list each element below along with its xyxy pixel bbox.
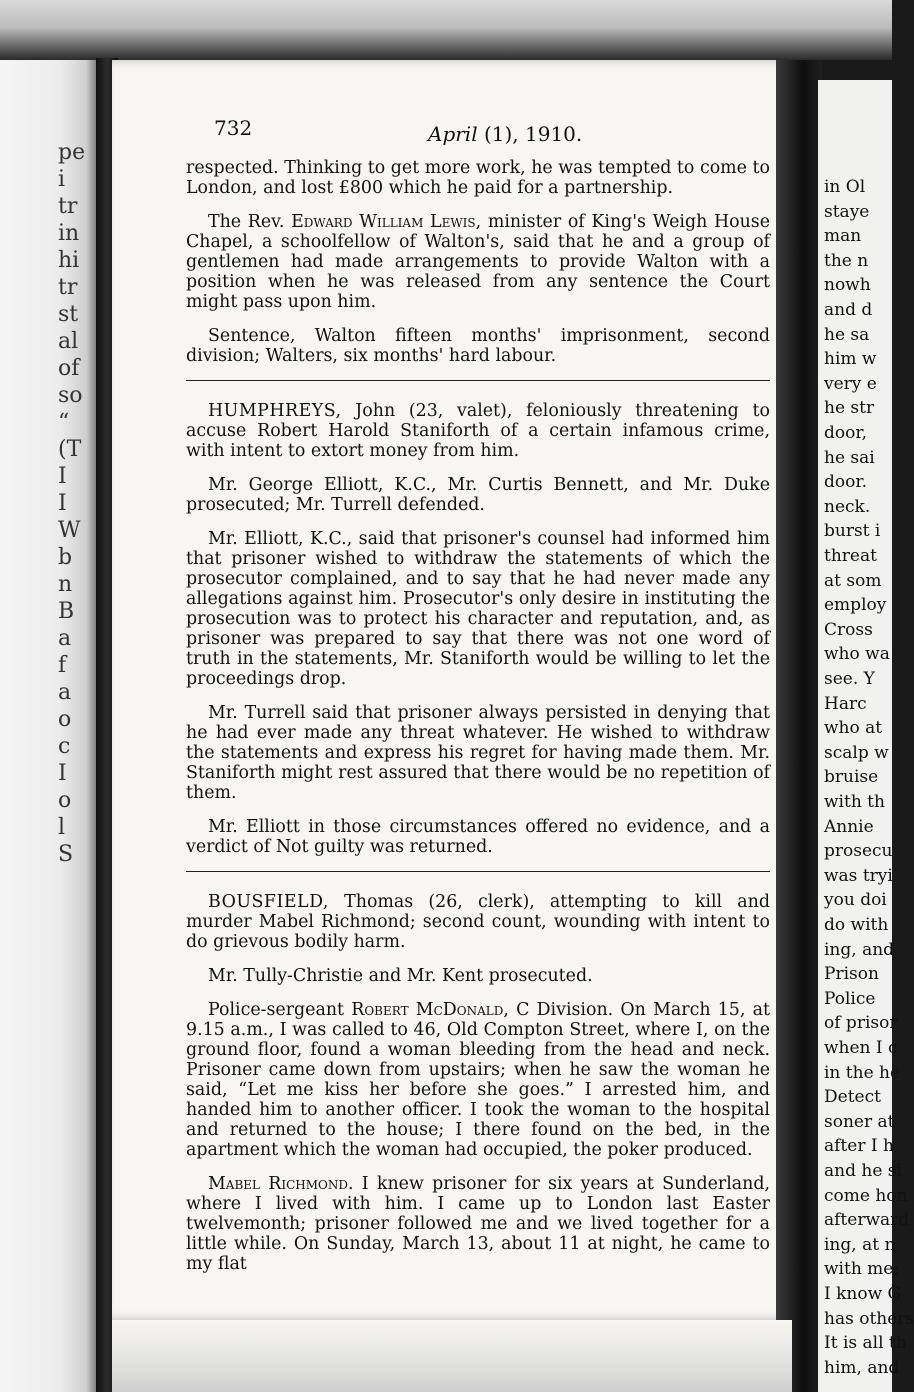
right-page-fragment: him, and xyxy=(824,1357,900,1378)
case2-heading xyxy=(186,401,770,461)
right-page-fragment: who wa xyxy=(824,644,890,665)
right-page-fragment: with me; xyxy=(824,1259,900,1280)
witness-name: Edward William Lewis xyxy=(291,212,476,232)
left-page-fragment: o xyxy=(58,788,72,813)
left-page-fragment: al xyxy=(58,329,79,354)
right-page-fragment: Prison xyxy=(824,964,879,985)
right-page-fragment: he sa xyxy=(824,324,870,345)
facing-page-left xyxy=(0,60,108,1392)
right-page-fragment: he sai xyxy=(824,447,875,468)
right-page-fragment: who at xyxy=(824,718,883,739)
left-page-fragment: st xyxy=(58,302,79,327)
left-page-fragment: i xyxy=(58,167,66,192)
page-number: 732 xyxy=(214,116,253,140)
right-page-fragment: in the he xyxy=(824,1062,901,1083)
right-page-fragment: prosecu xyxy=(824,841,893,862)
defendant-name: BOUSFIELD, xyxy=(208,892,329,912)
right-page-fragment: bruise xyxy=(824,767,879,788)
page-bottom-margin xyxy=(112,1320,792,1392)
right-page-fragment: staye xyxy=(824,201,870,222)
right-page-fragment: do with xyxy=(824,915,889,935)
case3-p2-prefix: Police-sergeant xyxy=(208,1000,352,1020)
right-page-fragment: Annie xyxy=(824,816,874,837)
right-page-fragment: Cross xyxy=(824,619,873,640)
right-page-fragment: ing, at n xyxy=(824,1234,896,1255)
case2-paragraph-2: Mr. Elliott, K.C., said that prisoner's counsel had informed him that prisoner wished to withdraw the statements of which the prosecutor complained, and to say that he had never made any allegations against him. Prosecutor's only desire in instituting the prosecution was to protect his character and reputation, and, as prisoner was prepared to say that there was not one word of truth in the statements, Mr. Staniforth would be willing to let the proceedings drop. xyxy=(186,529,770,689)
left-page-fragment: (T xyxy=(58,437,82,462)
case-divider xyxy=(186,380,770,381)
right-page-fragment: come hon xyxy=(824,1185,908,1206)
right-page-fragment: and he si xyxy=(824,1161,902,1181)
case3-counsel: Mr. Tully-Christie and Mr. Kent prosecuted. xyxy=(208,966,593,986)
running-head xyxy=(428,122,582,146)
left-page-fragment: hi xyxy=(58,248,80,273)
right-page-fragment: Police xyxy=(824,988,876,1009)
right-page-fragment: of prisor xyxy=(824,1013,898,1034)
right-page-fragment: scalp w xyxy=(824,742,889,763)
page-header xyxy=(214,116,774,146)
right-page-fragment: I know G xyxy=(824,1284,902,1304)
right-page-fragment: with th xyxy=(824,792,885,812)
right-page-fragment: door, xyxy=(824,423,868,443)
case2-verdict: Mr. Elliott in those circumstances offered no evidence, and a verdict of Not guilty was returned. xyxy=(186,817,770,857)
left-page-fragment: I xyxy=(58,761,67,786)
page-body xyxy=(186,158,770,1288)
left-page-fragment: f xyxy=(58,653,67,678)
right-page-fragment: has others xyxy=(824,1308,914,1329)
left-page-fragment: l xyxy=(58,815,66,840)
right-page-fragment: after I h xyxy=(824,1136,894,1157)
left-page-fragment: I xyxy=(58,491,67,516)
left-page-fragment: pe xyxy=(58,140,86,165)
right-page-fragment: man xyxy=(824,226,862,247)
running-head-date: (1), 1910. xyxy=(477,122,583,146)
scan-backdrop xyxy=(0,0,892,60)
right-page-fragment: him w xyxy=(824,349,877,370)
left-page-fragment: a xyxy=(58,680,72,705)
right-page-fragment: neck. xyxy=(824,496,871,517)
left-page-fragment: b xyxy=(58,545,73,570)
case3-p3-text: . I knew prisoner for six years at Sunderland, where I lived with him. I came up to London last Easter twelvemonth; prisoner followed me and we lived together for a little while. On Sunday, March 13, about 11 at night, he came to my flat xyxy=(186,1174,771,1274)
left-page-fragment: so xyxy=(58,383,83,408)
right-page-fragment: Detect xyxy=(824,1087,881,1108)
right-page-fragment: nowh xyxy=(824,275,871,296)
left-page-fragment: a xyxy=(58,626,72,651)
witness-name: Mabel Richmond xyxy=(208,1174,349,1194)
left-page-fragment: I xyxy=(58,464,67,489)
right-page-fragment: door. xyxy=(824,472,868,493)
left-page-fragment: B xyxy=(58,599,75,624)
right-page-fragment: soner at xyxy=(824,1111,895,1132)
right-page-fragment: burst i xyxy=(824,521,881,542)
right-page-fragment: and d xyxy=(824,300,873,320)
left-page-fragment: of xyxy=(58,356,80,381)
right-page-fragment: employ xyxy=(824,595,887,616)
right-page-fragment: It is all th xyxy=(824,1333,907,1354)
left-page-fragment: n xyxy=(58,572,73,597)
case1-paragraph-2 xyxy=(186,212,770,312)
right-page-fragment: at som xyxy=(824,570,882,591)
right-page-fragment: threat xyxy=(824,546,877,566)
book-gutter xyxy=(776,60,822,1392)
left-page-fragment: S xyxy=(58,842,74,867)
case2-charge: John (23, valet), feloniously threatening to accuse Robert Harold Staniforth of a certain infamous crime, with intent to extort money from him. xyxy=(186,401,770,461)
right-page-fragment: he str xyxy=(824,398,875,419)
right-page-fragment: Harc xyxy=(824,693,867,714)
running-head-month: April xyxy=(428,122,478,146)
case3-charge: Thomas (26, clerk), attempting to kill and murder Mabel Richmond; second count, wounding with intent to do grievous bodily harm. xyxy=(186,892,770,952)
left-page-fragment: c xyxy=(58,734,71,759)
case3-heading xyxy=(186,892,770,952)
left-page-fragment: W xyxy=(58,518,81,543)
right-page-fragment: ing, and xyxy=(824,939,895,960)
right-page-fragment: the n xyxy=(824,250,869,271)
facing-page-right xyxy=(818,80,914,1392)
left-page-fragment: tr xyxy=(58,194,78,219)
left-page-fragment: o xyxy=(58,707,72,732)
left-page-fragment: tr xyxy=(58,275,78,300)
right-page-fragment: was tryi xyxy=(824,865,893,886)
case3-paragraph-3 xyxy=(186,1174,770,1274)
witness-name: Robert McDonald xyxy=(351,1000,504,1020)
right-page-fragment: see. Y xyxy=(824,669,875,689)
right-page-fragment: in Ol xyxy=(824,177,866,197)
case1-paragraph-1: respected. Thinking to get more work, he was tempted to come to London, and lost £800 which he paid for a partnership. xyxy=(186,158,770,198)
case1-p2-text: , minister of King's Weigh House Chapel, a schoolfellow of Walton's, said that he and a group of gentlemen had made arrangements to provide Walton with a position when he was released from any sentence the Court might pass upon him. xyxy=(186,212,770,312)
case1-sentence: Sentence, Walton fifteen months' imprisonment, second division; Walters, six months' hard labour. xyxy=(186,326,770,366)
case2-paragraph-3: Mr. Turrell said that prisoner always persisted in denying that he had ever made any threat whatever. He wished to withdraw the statements and express his regret for having made them. Mr. Staniforth might rest assured that there would be no repetition of them. xyxy=(186,703,770,803)
right-page-fragment: when I c xyxy=(824,1038,898,1058)
right-page-fragment: afterward xyxy=(824,1210,910,1231)
left-page-fragment: in xyxy=(58,221,80,246)
left-page-fragment: “ xyxy=(58,410,70,435)
right-page-fragment: very e xyxy=(824,373,877,394)
case2-counsel: Mr. George Elliott, K.C., Mr. Curtis Bennett, and Mr. Duke prosecuted; Mr. Turrell defended. xyxy=(186,475,770,515)
defendant-name: HUMPHREYS, xyxy=(208,401,342,421)
case1-p2-prefix: The Rev. xyxy=(208,212,292,232)
right-page-fragment: you doi xyxy=(824,890,887,911)
case-divider xyxy=(186,871,770,872)
case3-p2-text: , C Division. On March 15, at 9.15 a.m., I was called to 46, Old Compton Street, where I, on the ground floor, found a woman bleeding from the head and neck. Prisoner came down from upstairs; when he saw the woman he said, “Let me kiss her before she goes.” I arrested him, and handed him to another officer. I took the woman to the hospital and returned to the house; I there found on the bed, in the apartment which the woman had occupied, the poker produced. xyxy=(186,1000,770,1160)
case3-paragraph-2 xyxy=(186,1000,770,1160)
